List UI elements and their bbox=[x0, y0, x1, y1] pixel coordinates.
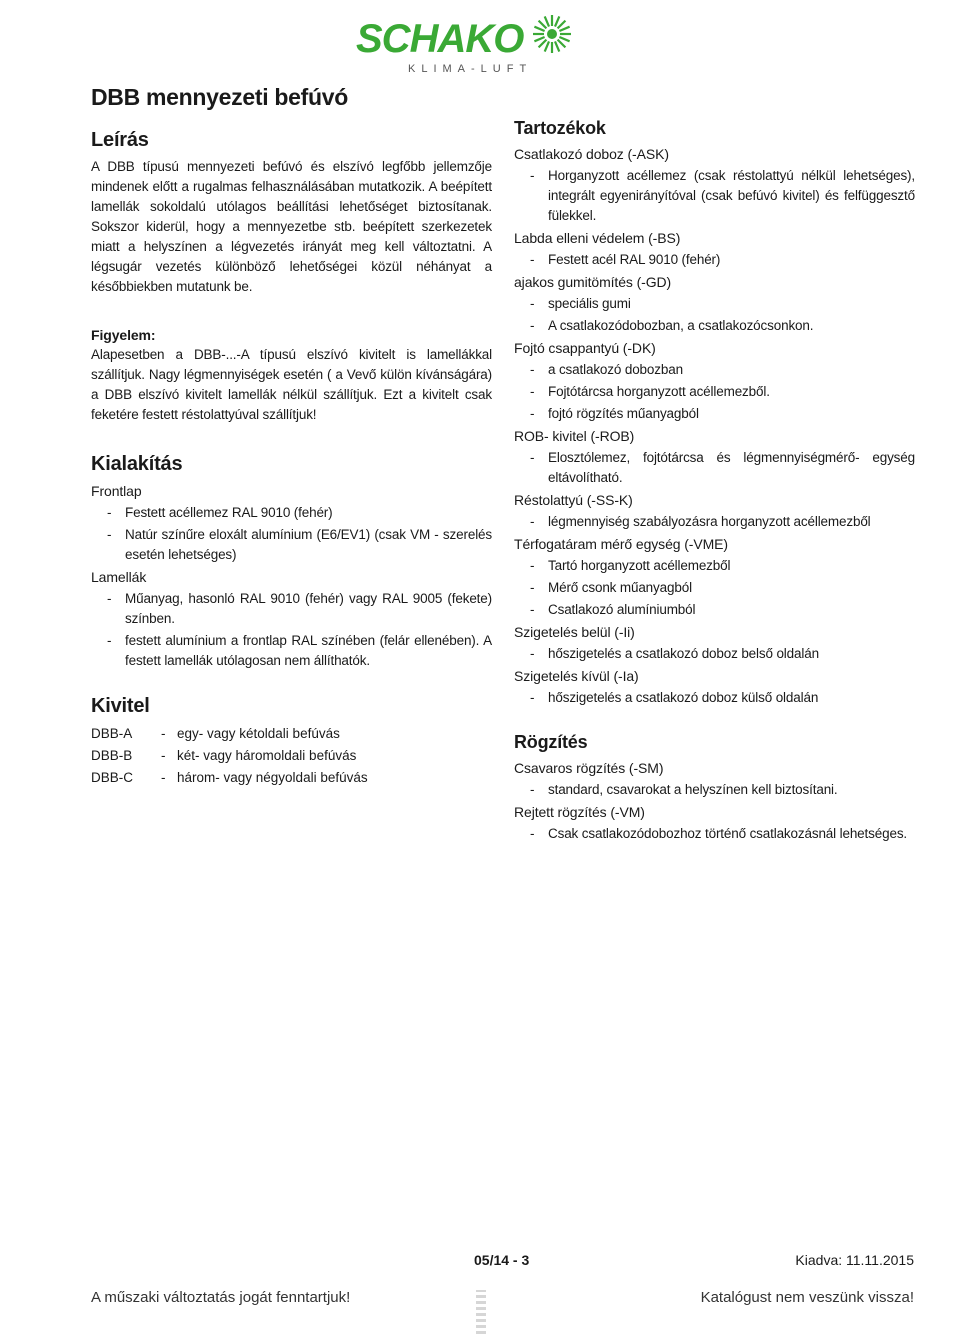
accessory-list bbox=[514, 294, 915, 336]
list-item: - légmennyiség szabályozásra horganyzott acéllemezből bbox=[530, 514, 871, 529]
mounting-label: Rejtett rögzítés (-VM) bbox=[514, 804, 645, 820]
accessory-label: Réstolattyú (-SS-K) bbox=[514, 492, 633, 508]
issue-date: Kiadva: 11.11.2015 bbox=[795, 1252, 914, 1268]
list-item: - Festett acél RAL 9010 (fehér) bbox=[530, 252, 721, 267]
mounting-list bbox=[514, 780, 915, 800]
description-heading: Leírás bbox=[91, 129, 149, 151]
variant-row: DBB-A - egy- vagy kétoldali befúvás bbox=[91, 726, 340, 741]
logo-tagline: KLIMA-LUFT bbox=[408, 63, 533, 75]
footer-note-rights: A műszaki változtatás jogát fenntartjuk! bbox=[91, 1289, 351, 1306]
accessory-label: ajakos gumitömítés (-GD) bbox=[514, 274, 672, 290]
attention-heading: Figyelem: bbox=[91, 327, 156, 343]
design-list bbox=[91, 589, 492, 671]
variant-row: DBB-B - két- vagy háromoldali befúvás bbox=[91, 748, 357, 763]
list-item: - fojtó rögzítés műanyagból bbox=[530, 406, 699, 421]
accessory-label: Szigetelés kívül (-Ia) bbox=[514, 668, 639, 684]
list-item: - Csak csatlakozódobozhoz történő csatlakozásnál lehetséges. bbox=[530, 826, 908, 841]
list-item: - hőszigetelés a csatlakozó doboz belső oldalán bbox=[530, 646, 819, 661]
logo-graphic bbox=[356, 14, 582, 78]
list-item: - Csatlakozó alumíniumból bbox=[530, 602, 696, 617]
list-item: - Fojtótárcsa horganyzott acéllemezből. bbox=[530, 384, 770, 399]
accessory-list bbox=[514, 556, 915, 620]
list-item: - Műanyag, hasonló RAL 9010 (fehér) vagy RAL 9005 (fekete) színben. bbox=[107, 591, 492, 626]
description-text: A DBB típusú mennyezeti befúvó és elszívó legfőbb jellemzője mindenek előtt a rugalmas felhasználásában mutatkozik. A beépített lamellák sokoldalú utólagos beállítási lehetőséget biztosítanak. Sokszor kiderül, hogy a mennyezetbe stb. beépített szerkezetek miatt a helyszínen a légvezetés irányát meg kell változtatni. A légsugár vezetés különböző lehetőségei közül néhányat a későbbiekben mutatunk be. bbox=[91, 159, 492, 294]
mounting-list bbox=[514, 824, 915, 844]
mounting-label: Csavaros rögzítés (-SM) bbox=[514, 760, 664, 776]
footer-note-catalog: Katalógust nem veszünk vissza! bbox=[700, 1289, 914, 1306]
accessory-list bbox=[514, 644, 915, 664]
design-group-label: Frontlap bbox=[91, 483, 142, 499]
accessory-label: Csatlakozó doboz (-ASK) bbox=[514, 146, 669, 162]
accessory-list bbox=[514, 512, 915, 532]
list-item: - standard, csavarokat a helyszínen kell biztosítani. bbox=[530, 782, 838, 797]
attention-text: Alapesetben a DBB-...-A típusú elszívó kivitelt is lamellákkal szállítjuk. Nagy légmennyiségek esetén ( a Vevő külön kívánságára) a DBB elszívó kivitelt lamellák nélkül szállítjuk. Ezt a kivitelt csak feketére festett réstolattyúval szállítjuk! bbox=[91, 347, 492, 422]
list-item: - Tartó horganyzott acéllemezből bbox=[530, 558, 731, 573]
accessory-label: Labda elleni védelem (-BS) bbox=[514, 230, 681, 246]
accessory-label: Szigetelés belül (-Ii) bbox=[514, 624, 635, 640]
design-list bbox=[91, 503, 492, 565]
list-item: - A csatlakozódobozban, a csatlakozócsonkon. bbox=[530, 318, 814, 333]
list-item: - speciális gumi bbox=[530, 296, 631, 311]
left-column bbox=[91, 84, 492, 789]
accessory-list bbox=[514, 688, 915, 708]
accessory-list bbox=[514, 250, 915, 270]
list-item: - Festett acéllemez RAL 9010 (fehér) bbox=[107, 505, 333, 520]
design-group-label: Lamellák bbox=[91, 569, 147, 585]
accessory-list bbox=[514, 166, 915, 226]
logo-wordmark: SCHAKO bbox=[356, 17, 524, 61]
list-item: - Horganyzott acéllemez (csak réstolattyú nélkül lehetséges), integrált egyenirányítóval (csak befúvó kivitel) és felfüggesztő fülekkel. bbox=[530, 168, 915, 223]
list-item: - hőszigetelés a csatlakozó doboz külső oldalán bbox=[530, 690, 819, 705]
accessory-label: ROB- kivitel (-ROB) bbox=[514, 428, 635, 444]
accessory-list bbox=[514, 448, 915, 488]
mounting-heading: Rögzítés bbox=[514, 732, 588, 752]
footer-pattern bbox=[476, 1290, 486, 1334]
list-item: - Natúr színűre eloxált alumínium (E6/EV1) (csak VM - szerelés esetén lehetséges) bbox=[107, 527, 492, 562]
list-item: - a csatlakozó dobozban bbox=[530, 362, 683, 377]
page-number: 05/14 - 3 bbox=[474, 1252, 530, 1268]
accessory-label: Térfogatáram mérő egység (-VME) bbox=[514, 536, 728, 552]
variants-heading: Kivitel bbox=[91, 695, 150, 717]
list-item: - Elosztólemez, fojtótárcsa és légmennyiségmérő- egység eltávolítható. bbox=[530, 450, 915, 485]
sunburst-icon bbox=[533, 15, 571, 53]
right-column bbox=[514, 118, 915, 846]
design-heading: Kialakítás bbox=[91, 453, 183, 475]
accessory-list bbox=[514, 360, 915, 424]
list-item: - Mérő csonk műanyagból bbox=[530, 580, 692, 595]
document-title: DBB mennyezeti befúvó bbox=[91, 84, 348, 110]
accessory-label: Fojtó csappantyú (-DK) bbox=[514, 340, 656, 356]
list-item: - festett alumínium a frontlap RAL színében (felár ellenében). A festett lamellák utólagosan nem állíthatók. bbox=[107, 633, 492, 668]
variant-row: DBB-C - három- vagy négyoldali befúvás bbox=[91, 770, 368, 785]
schako-logo bbox=[356, 14, 582, 78]
accessories-heading: Tartozékok bbox=[514, 118, 606, 138]
